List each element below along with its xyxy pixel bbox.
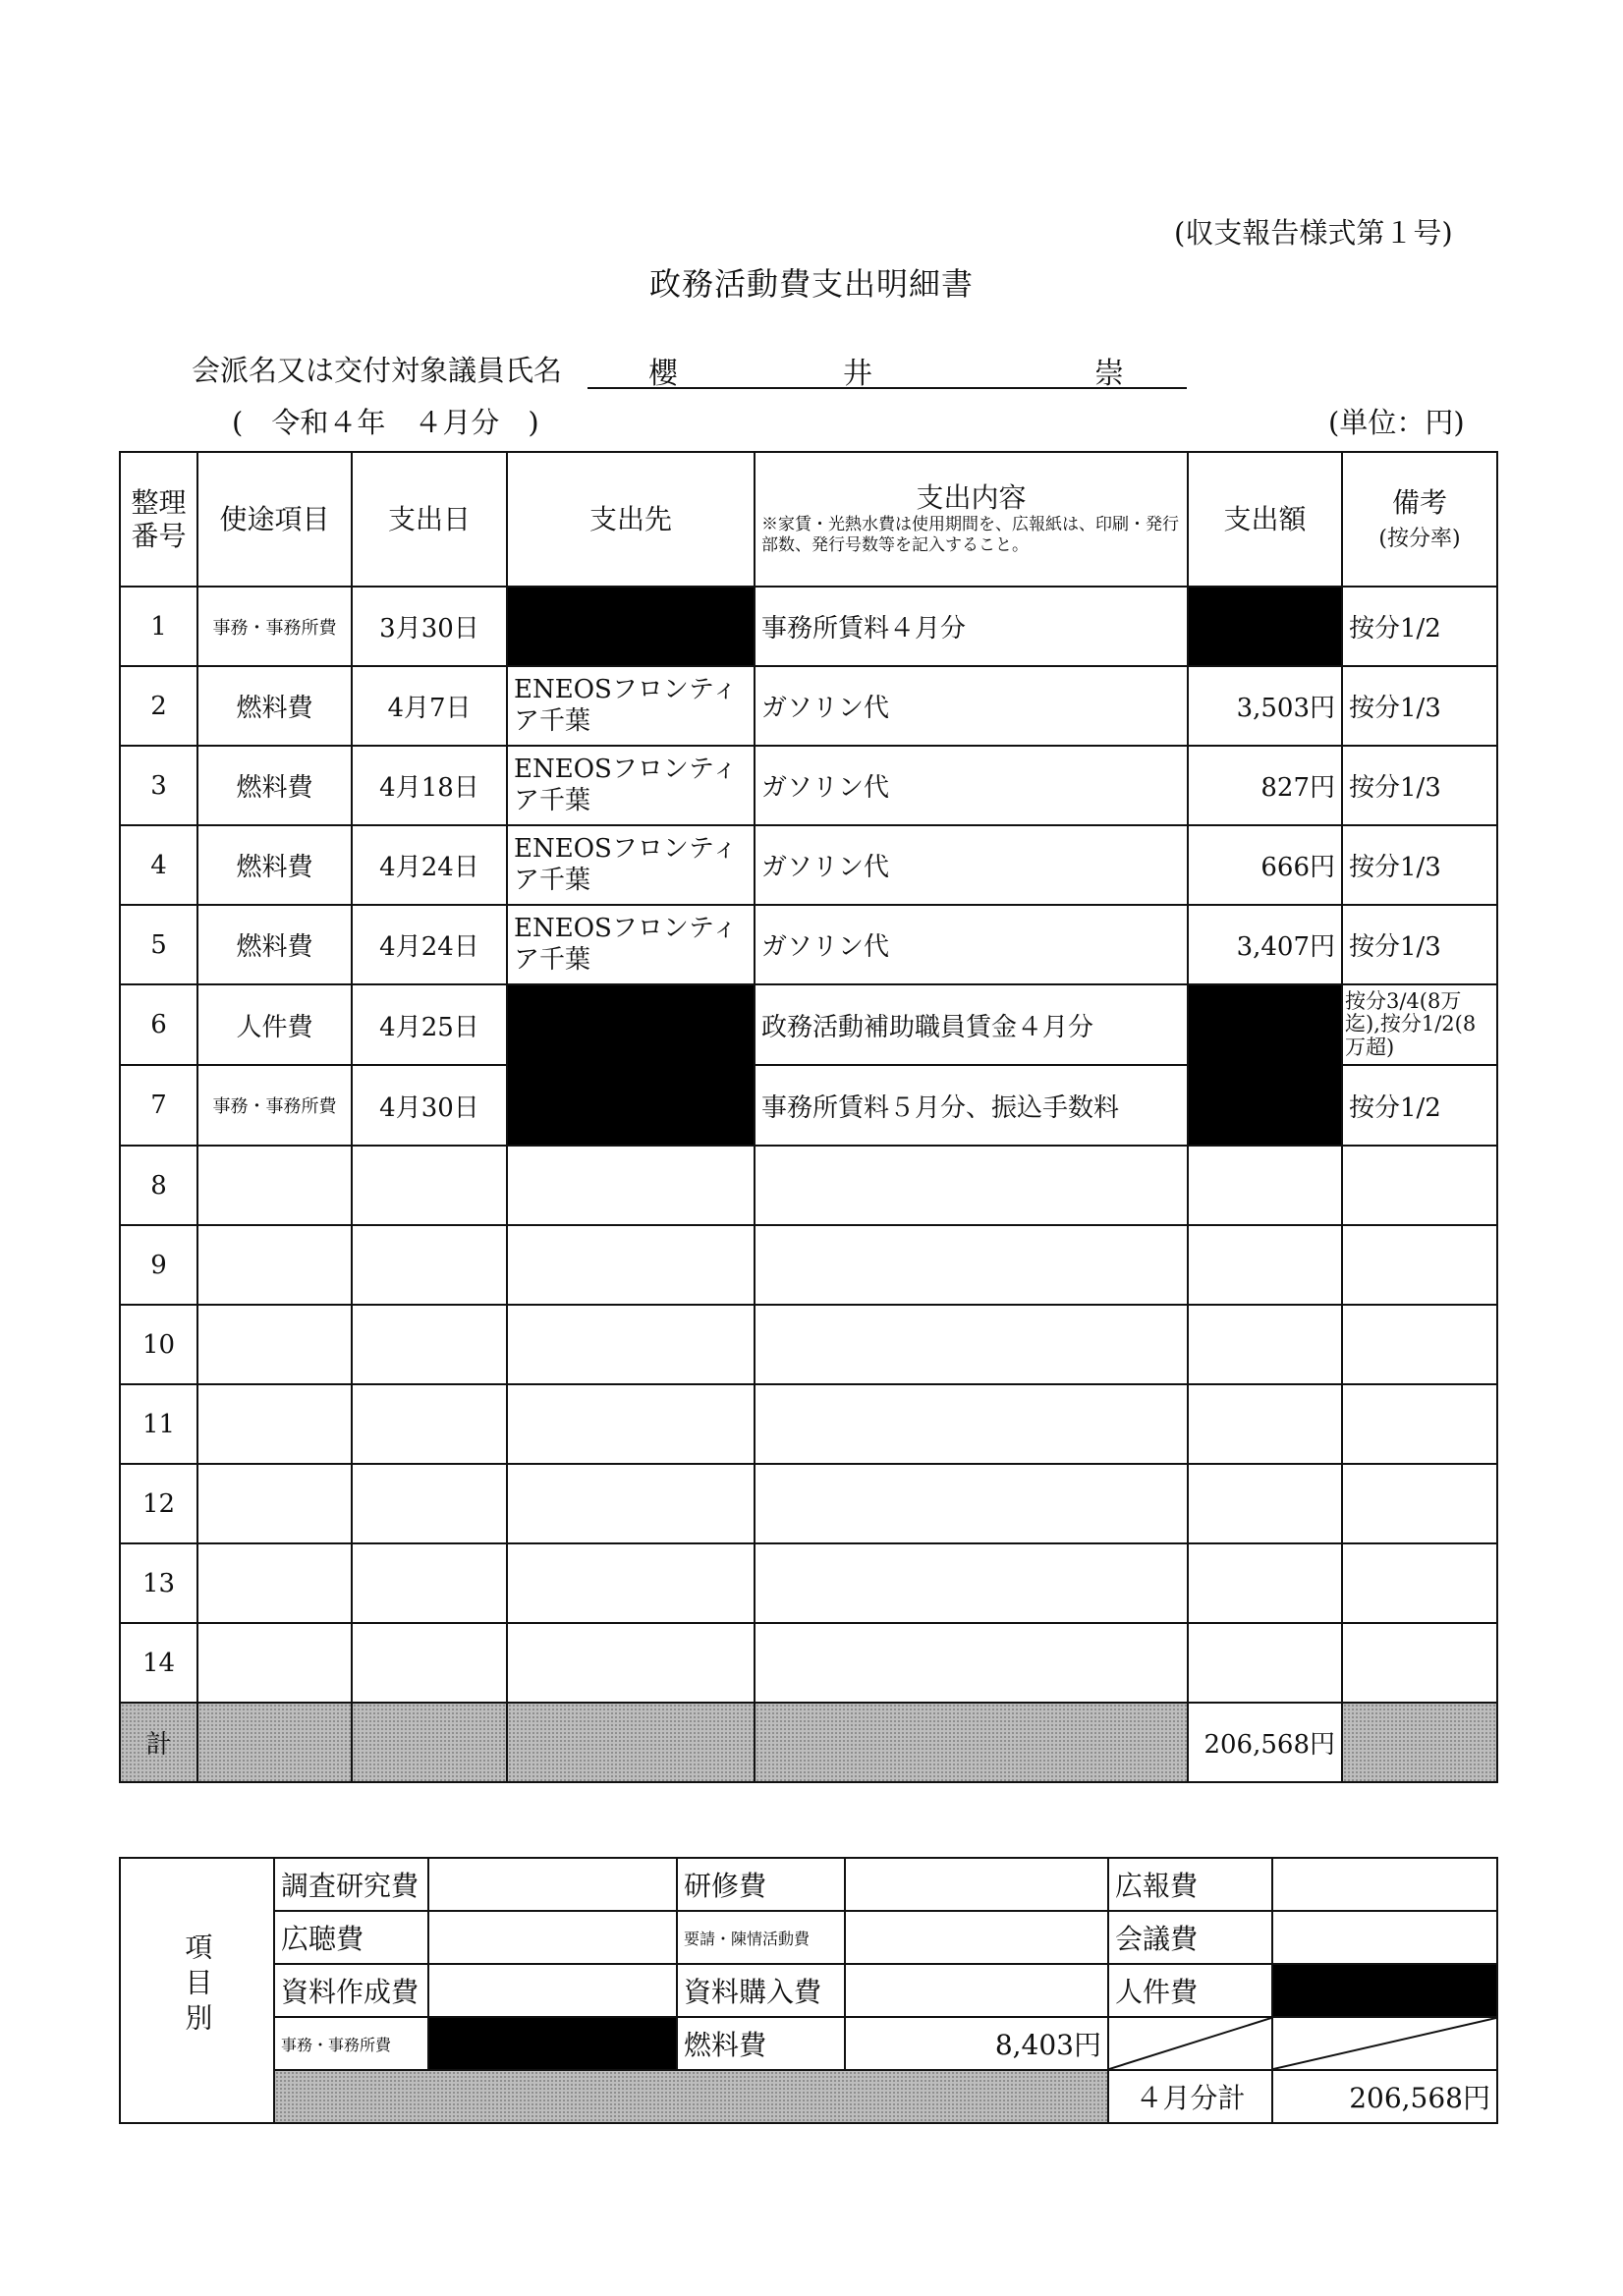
redacted-amount [1188, 587, 1342, 666]
row-remarks: 按分1/3 [1342, 746, 1497, 825]
row-date: 4月24日 [352, 905, 507, 984]
category-meeting-value [1272, 1911, 1497, 1964]
row-amount [1188, 1384, 1342, 1464]
table-header-row [120, 452, 1497, 587]
row-payee [507, 1305, 755, 1384]
row-amount: 3,503円 [1188, 666, 1342, 746]
shaded-cell [507, 1703, 755, 1782]
category-row [120, 2070, 1497, 2123]
col-header-no: 整理番号 [120, 452, 197, 587]
row-date [352, 1146, 507, 1225]
redacted-payee [507, 984, 755, 1146]
category-materials-purchase-label: 資料購入費 [677, 1964, 845, 2017]
shaded-cell [352, 1703, 507, 1782]
row-remarks [1342, 1384, 1497, 1464]
category-row [120, 1964, 1497, 2017]
row-remarks: 按分3/4(8万迄),按分1/2(8万超) [1342, 984, 1497, 1065]
row-content [755, 1543, 1188, 1623]
row-purpose: 事務・事務所費 [197, 587, 352, 666]
row-date [352, 1305, 507, 1384]
table-row [120, 825, 1497, 905]
shaded-cell [274, 2070, 1108, 2123]
row-date: 3月30日 [352, 587, 507, 666]
page-title: 政務活動費支出明細書 [648, 265, 974, 303]
table-row [120, 746, 1497, 825]
category-fuel-label: 燃料費 [677, 2017, 845, 2070]
row-amount: 666円 [1188, 825, 1342, 905]
shaded-cell [197, 1703, 352, 1782]
row-payee [507, 1543, 755, 1623]
col-header-content-note: ※家賃・光熱水費は使用期間を、広報紙は、印刷・発行部数、発行号数等を記入すること。 [761, 515, 1179, 556]
name-underline [588, 387, 1187, 389]
col-header-content [755, 452, 1188, 587]
row-date [352, 1384, 507, 1464]
row-no: 6 [120, 984, 197, 1065]
row-remarks [1342, 1146, 1497, 1225]
table-row [120, 905, 1497, 984]
row-no: 9 [120, 1225, 197, 1305]
row-amount [1188, 1305, 1342, 1384]
table-row [120, 1146, 1497, 1225]
row-date [352, 1225, 507, 1305]
category-materials-making-value [428, 1964, 677, 2017]
row-payee: ENEOSフロンティア千葉 [507, 666, 755, 746]
member-name-char-2: 井 [843, 357, 872, 391]
row-payee [507, 1146, 755, 1225]
col-header-remarks [1342, 452, 1497, 587]
table-row [120, 666, 1497, 746]
row-remarks: 按分1/2 [1342, 587, 1497, 666]
month-total-label: ４月分計 [1108, 2070, 1272, 2123]
row-date: 4月25日 [352, 984, 507, 1065]
total-amount: 206,568円 [1188, 1703, 1342, 1782]
row-content: ガソリン代 [755, 746, 1188, 825]
col-header-remarks-title: 備考 [1391, 485, 1447, 519]
col-header-content-title: 支出内容 [916, 481, 1027, 515]
row-purpose: 人件費 [197, 984, 352, 1065]
shaded-cell [1342, 1703, 1497, 1782]
redacted-personnel-value [1272, 1964, 1497, 2017]
row-no: 10 [120, 1305, 197, 1384]
form-number: (収支報告様式第１号) [1174, 216, 1453, 250]
category-research-label: 調査研究費 [274, 1858, 428, 1911]
row-date [352, 1543, 507, 1623]
redacted-office-value [428, 2017, 677, 2070]
row-date: 4月7日 [352, 666, 507, 746]
member-name-char-1: 櫻 [648, 357, 678, 391]
row-payee [507, 1623, 755, 1703]
category-hearing-value [428, 1911, 677, 1964]
col-header-purpose: 使途項目 [197, 452, 352, 587]
row-purpose: 燃料費 [197, 746, 352, 825]
row-no: 2 [120, 666, 197, 746]
row-content: ガソリン代 [755, 905, 1188, 984]
table-row [120, 1305, 1497, 1384]
row-amount [1188, 1543, 1342, 1623]
row-payee [507, 1464, 755, 1543]
row-remarks [1342, 1305, 1497, 1384]
row-no: 13 [120, 1543, 197, 1623]
row-purpose: 燃料費 [197, 666, 352, 746]
row-remarks [1342, 1543, 1497, 1623]
category-meeting-label: 会議費 [1108, 1911, 1272, 1964]
category-publicity-label: 広報費 [1108, 1858, 1272, 1911]
row-remarks: 按分1/2 [1342, 1065, 1497, 1146]
row-amount [1188, 1623, 1342, 1703]
total-row [120, 1703, 1497, 1782]
row-remarks [1342, 1464, 1497, 1543]
category-petition-label: 要請・陳情活動費 [677, 1911, 845, 1964]
row-content [755, 1623, 1188, 1703]
row-remarks: 按分1/3 [1342, 825, 1497, 905]
row-content [755, 1225, 1188, 1305]
row-no: 1 [120, 587, 197, 666]
row-date [352, 1464, 507, 1543]
category-training-value [845, 1858, 1108, 1911]
category-row [120, 2017, 1497, 2070]
category-petition-value [845, 1911, 1108, 1964]
redacted-payee [507, 587, 755, 666]
shaded-cell [755, 1703, 1188, 1782]
row-content [755, 1146, 1188, 1225]
name-label: 会派名又は交付対象議員氏名 [192, 354, 563, 387]
row-purpose [197, 1384, 352, 1464]
category-research-value [428, 1858, 677, 1911]
row-amount [1188, 1464, 1342, 1543]
row-remarks [1342, 1225, 1497, 1305]
row-purpose [197, 1543, 352, 1623]
row-no: 7 [120, 1065, 197, 1146]
col-header-payee: 支出先 [507, 452, 755, 587]
row-payee: ENEOSフロンティア千葉 [507, 825, 755, 905]
row-amount [1188, 1225, 1342, 1305]
category-office-label: 事務・事務所費 [274, 2017, 428, 2070]
row-content: 事務所賃料５月分、振込手数料 [755, 1065, 1188, 1146]
row-amount: 827円 [1188, 746, 1342, 825]
row-content: ガソリン代 [755, 825, 1188, 905]
row-purpose [197, 1225, 352, 1305]
row-date: 4月30日 [352, 1065, 507, 1146]
category-training-label: 研修費 [677, 1858, 845, 1911]
row-purpose [197, 1623, 352, 1703]
row-amount [1188, 1146, 1342, 1225]
col-header-remarks-sub: (按分率) [1378, 526, 1461, 551]
row-date: 4月24日 [352, 825, 507, 905]
row-content [755, 1305, 1188, 1384]
row-purpose: 燃料費 [197, 825, 352, 905]
diagonal-cell [1272, 2017, 1497, 2070]
table-row [120, 1464, 1497, 1543]
row-no: 4 [120, 825, 197, 905]
row-purpose: 事務・事務所費 [197, 1065, 352, 1146]
row-no: 11 [120, 1384, 197, 1464]
category-personnel-label: 人件費 [1108, 1964, 1272, 2017]
category-section-label [120, 1858, 274, 2123]
table-row [120, 1225, 1497, 1305]
redacted-amount [1188, 984, 1342, 1146]
row-payee [507, 1225, 755, 1305]
row-remarks [1342, 1623, 1497, 1703]
row-no: 12 [120, 1464, 197, 1543]
category-row [120, 1858, 1497, 1911]
diagonal-cell [1108, 2017, 1272, 2070]
row-no: 5 [120, 905, 197, 984]
report-period: ( 令和４年 ４月分 ) [232, 406, 539, 439]
row-purpose [197, 1305, 352, 1384]
month-total-value: 206,568円 [1272, 2070, 1497, 2123]
table-row [120, 984, 1497, 1065]
category-materials-making-label: 資料作成費 [274, 1964, 428, 2017]
row-content: ガソリン代 [755, 666, 1188, 746]
category-materials-purchase-value [845, 1964, 1108, 2017]
row-payee: ENEOSフロンティア千葉 [507, 905, 755, 984]
category-hearing-label: 広聴費 [274, 1911, 428, 1964]
col-header-date: 支出日 [352, 452, 507, 587]
row-date: 4月18日 [352, 746, 507, 825]
member-name-char-3: 崇 [1094, 357, 1124, 391]
category-row [120, 1911, 1497, 1964]
row-content: 政務活動補助職員賃金４月分 [755, 984, 1188, 1065]
row-payee [507, 1384, 755, 1464]
row-content [755, 1464, 1188, 1543]
category-summary-table [119, 1857, 1498, 2124]
category-fuel-value: 8,403円 [845, 2017, 1108, 2070]
diagonal-line [1273, 2018, 1496, 2069]
row-purpose: 燃料費 [197, 905, 352, 984]
row-payee: ENEOSフロンティア千葉 [507, 746, 755, 825]
category-publicity-value [1272, 1858, 1497, 1911]
col-header-amount: 支出額 [1188, 452, 1342, 587]
row-no: 3 [120, 746, 197, 825]
row-remarks: 按分1/3 [1342, 905, 1497, 984]
table-row [120, 1543, 1497, 1623]
row-purpose [197, 1464, 352, 1543]
row-amount: 3,407円 [1188, 905, 1342, 984]
table-row [120, 587, 1497, 666]
unit-label: (単位：円) [1328, 406, 1465, 439]
row-no: 8 [120, 1146, 197, 1225]
table-row [120, 1384, 1497, 1464]
diagonal-line [1109, 2018, 1271, 2069]
table-row [120, 1623, 1497, 1703]
expense-table [119, 451, 1498, 1783]
total-label: 計 [120, 1703, 197, 1782]
row-content: 事務所賃料４月分 [755, 587, 1188, 666]
row-purpose [197, 1146, 352, 1225]
category-section-text: 項目別 [181, 1932, 214, 2040]
row-no: 14 [120, 1623, 197, 1703]
row-remarks: 按分1/3 [1342, 666, 1497, 746]
row-content [755, 1384, 1188, 1464]
row-date [352, 1623, 507, 1703]
